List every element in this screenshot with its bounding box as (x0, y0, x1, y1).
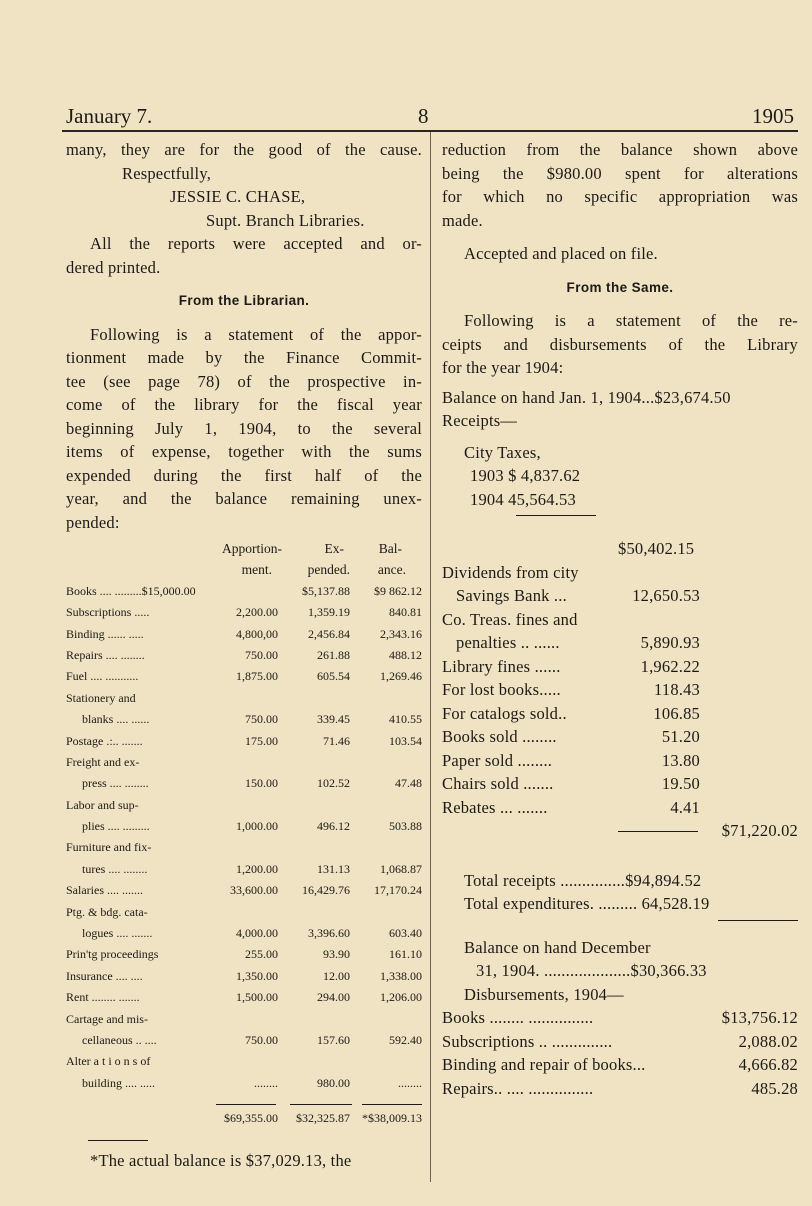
paragraph-line: beginning July 1, 1904, to the several (66, 418, 422, 438)
receipt-item-label: Chairs sold ....... (442, 774, 554, 793)
table-cell-c1: 1,350.00 (236, 968, 278, 983)
table-cell-c2: 339.45 (317, 712, 350, 727)
receipt-item (442, 725, 798, 749)
table-cell-c3: $9 862.12 (374, 583, 422, 598)
table-row-label: Fuel .... ........... (66, 669, 139, 684)
table-header-cell: Apportion- (222, 541, 282, 556)
receipt-item (442, 749, 798, 773)
table-cell-c3: 161.10 (389, 947, 422, 962)
table-row-label: cellaneous .. .... (82, 1032, 157, 1047)
receipt-item-amount: 12,650.53 (632, 586, 700, 605)
receipt-item-amount: 5,890.93 (640, 633, 700, 652)
disbursement-item (442, 1030, 798, 1054)
receipt-item-amount: 4.41 (670, 797, 700, 817)
receipt-item (442, 702, 798, 726)
receipt-item-label: Savings Bank ... (456, 586, 567, 605)
paragraph-line: year, and the balance remaining unex- (66, 489, 422, 508)
table-cell-c1: 2,200.00 (236, 605, 278, 620)
balance-december-line: 31, 1904. ....................$30,366.33 (476, 961, 707, 980)
table-cell-c2: 1,359.19 (308, 605, 350, 620)
right-intro-line: for which no specific appropriation was (442, 187, 798, 206)
table-cell-c3: 1,269.46 (380, 669, 422, 684)
section-heading-librarian: From the Librarian. (178, 293, 310, 308)
table-cell-c3: 47.48 (395, 776, 422, 791)
paragraph-line: Following is a statement of the appor- (90, 324, 422, 344)
disbursement-item-amount: 485.28 (751, 1078, 798, 1098)
table-row-label: Furniture and fix- (66, 840, 152, 855)
table-row-label: Insurance .... .... (66, 968, 143, 983)
tax-1903: 1903 $ 4,837.62 (470, 466, 581, 485)
table-cell-c2: 294.00 (317, 990, 350, 1005)
table-cell-c3: ........ (398, 1075, 422, 1090)
opening-balance: Balance on hand Jan. 1, 1904...$23,674.50 (442, 387, 731, 407)
receipt-item-amount: 51.20 (661, 727, 700, 746)
signature-title: Supt. Branch Libraries. (206, 210, 365, 230)
receipts-total: $71,220.02 (721, 821, 798, 840)
receipt-item-amount: 106.85 (653, 703, 700, 723)
total-expended: $32,325.87 (296, 1111, 350, 1126)
receipt-item (442, 655, 798, 679)
receipt-item-amount: 118.43 (654, 680, 700, 699)
disbursement-items (442, 1006, 798, 1100)
tax-1904: 1904 45,564.53 (470, 489, 576, 509)
disbursement-item-amount: 2,088.02 (738, 1031, 798, 1051)
paragraph-line: ceipts and disbursements of the Library (442, 334, 798, 354)
receipt-item-label: penalties .. ...... (456, 633, 560, 652)
table-row-label: Cartage and mis- (66, 1011, 148, 1026)
paragraph-line: tionment made by the Finance Commit- (66, 348, 422, 367)
table-cell-c1: 150.00 (245, 776, 278, 791)
table-row-label: Books .... .........$15,000.00 (66, 583, 196, 598)
paragraph-line: Following is a statement of the re- (464, 311, 798, 330)
table-totals-row (66, 1108, 422, 1129)
total-balance: *$38,009.13 (362, 1111, 422, 1126)
table-cell-c1: 1,875.00 (236, 669, 278, 684)
left-intro-line: dered printed. (66, 257, 161, 277)
right-intro-line: reduction from the balance shown above (442, 140, 798, 159)
balance-december-line: Balance on hand December (464, 937, 651, 957)
paragraph-line: come of the library for the fiscal year (66, 395, 422, 414)
table-row (66, 902, 422, 923)
table-cell-c3: 603.40 (389, 926, 422, 941)
table-row (66, 624, 422, 645)
table-cell-c1: 750.00 (245, 647, 278, 662)
table-row-label: Rent ........ ....... (66, 990, 140, 1005)
table-cell-c2: 16,429.76 (302, 883, 350, 898)
right-column (442, 138, 798, 1100)
table-row (66, 1073, 422, 1094)
table-row (66, 880, 422, 901)
receipt-item-amount: 19.50 (661, 774, 700, 793)
left-intro-line: many, they are for the good of the cause. (66, 140, 422, 159)
disbursement-item (442, 1006, 798, 1030)
table-header-cell: Ex- (324, 541, 344, 556)
table-cell-c1: 175.00 (245, 733, 278, 748)
table-cell-c2: 605.54 (317, 669, 350, 684)
receipt-item (442, 608, 798, 632)
table-row (66, 1051, 422, 1072)
disbursement-item-label: Repairs.. .... ............... (442, 1078, 594, 1098)
table-cell-c1: 1,000.00 (236, 819, 278, 834)
table-row (66, 731, 422, 752)
table-row-label: Freight and ex- (66, 754, 140, 769)
disbursement-item-label: Subscriptions .. .............. (442, 1031, 613, 1051)
table-row (66, 795, 422, 816)
right-intro-line: being the $980.00 spent for alterations (442, 163, 798, 183)
dividends-label: Dividends from city (442, 562, 579, 582)
table-cell-c2: 93.90 (323, 947, 350, 962)
table-row (66, 645, 422, 666)
receipt-item-label: Rebates ... ....... (442, 797, 548, 817)
table-row (66, 1030, 422, 1051)
receipt-item (442, 678, 798, 702)
table-cell-c2: 102.52 (317, 776, 350, 791)
table-cell-c2: 3,396.60 (308, 926, 350, 941)
table-cell-c1: ........ (254, 1075, 278, 1090)
city-taxes-label: City Taxes, (464, 442, 541, 462)
right-intro-line: made. (442, 210, 483, 230)
table-row (66, 816, 422, 837)
table-row (66, 837, 422, 858)
table-row-label: press .... ........ (82, 776, 149, 791)
left-intro-line: All the reports were accepted and or- (90, 234, 422, 253)
table-cell-c1: 255.00 (245, 947, 278, 962)
table-row (66, 923, 422, 944)
paragraph-line: items of expense, together with the sums (66, 442, 422, 461)
receipt-item-label: Co. Treas. fines and (442, 609, 578, 629)
table-row (66, 966, 422, 987)
table-cell-c2: 71.46 (323, 733, 350, 748)
table-header-cell: ment. (241, 562, 272, 578)
table-cell-c3: 1,338.00 (380, 968, 422, 983)
receipt-item-label: Library fines ...... (442, 656, 561, 676)
paragraph-line: expended during the first half of the (66, 465, 422, 485)
table-cell-c3: 503.88 (389, 819, 422, 834)
table-row-label: Alter a t i o n s of (66, 1054, 151, 1069)
table-header-row (66, 559, 422, 580)
section-heading-same: From the Same. (566, 279, 674, 295)
table-cell-c2: 496.12 (317, 819, 350, 834)
disbursements-label: Disbursements, 1904— (464, 984, 624, 1004)
table-cell-c3: 410.55 (389, 712, 422, 727)
table-cell-c1: 4,800,00 (236, 626, 278, 641)
table-cell-c3: 592.40 (389, 1032, 422, 1047)
left-intro-line: Respectfully, (122, 163, 212, 183)
table-row (66, 752, 422, 773)
receipt-item (442, 631, 798, 655)
table-row-label: Labor and sup- (66, 797, 139, 812)
receipt-item-label: Books sold ........ (442, 727, 557, 746)
table-row-label: blanks .... ...... (82, 712, 150, 727)
table-cell-c3: 2,343.16 (380, 626, 422, 641)
disbursement-item-label: Binding and repair of books... (442, 1055, 646, 1074)
paragraph-line: for the year 1904: (442, 358, 564, 377)
table-row-label: Stationery and (66, 690, 136, 705)
table-row-label: Ptg. & bdg. cata- (66, 904, 148, 919)
table-header-cell: Bal- (378, 541, 402, 556)
table-cell-c3: 17,170.24 (374, 883, 422, 898)
receipt-item-amount: 1,962.22 (640, 656, 700, 676)
table-cell-c1: 4,000.00 (236, 926, 278, 941)
page-number: 8 (418, 104, 429, 128)
table-cell-c3: 1,206.00 (380, 990, 422, 1005)
apportionment-table (66, 538, 422, 1130)
disbursement-item (442, 1077, 798, 1101)
table-row-label: tures .... ........ (82, 861, 148, 876)
header-year: 1905 (752, 104, 794, 128)
total-receipts: Total receipts ...............$94,894.52 (464, 870, 702, 890)
paragraph-line: pended: (66, 512, 120, 532)
receipt-item-label: For catalogs sold.. (442, 703, 567, 723)
footnote: *The actual balance is $37,029.13, the (90, 1150, 352, 1170)
table-row (66, 688, 422, 709)
table-row-label: Postage .:.. ....... (66, 733, 143, 748)
paragraph-line: tee (see page 78) of the prospective in- (66, 371, 422, 391)
table-row (66, 666, 422, 687)
receipt-items (442, 584, 798, 819)
accepted-note: Accepted and placed on file. (464, 244, 658, 263)
total-apportionment: $69,355.00 (224, 1111, 278, 1126)
receipt-item (442, 584, 798, 608)
total-expenditures: Total expenditures. ......... 64,528.19 (464, 894, 710, 913)
table-cell-c3: 103.54 (389, 733, 422, 748)
left-column (66, 138, 422, 1172)
table-row-label: building .... ..... (82, 1075, 156, 1090)
table-row-label: Subscriptions ..... (66, 605, 150, 620)
table-cell-c2: 157.60 (317, 1032, 350, 1047)
table-row-label: plies .... ......... (82, 819, 150, 834)
table-row (66, 602, 422, 623)
table-row-label: logues .... ....... (82, 926, 153, 941)
disbursement-item (442, 1053, 798, 1077)
taxes-subtotal: $50,402.15 (618, 539, 695, 558)
table-cell-c1: 33,600.00 (230, 883, 278, 898)
table-row-label: Repairs .... ........ (66, 647, 145, 662)
table-row (66, 581, 422, 602)
receipt-item-label: Paper sold ........ (442, 750, 553, 770)
table-row (66, 1009, 422, 1030)
disbursement-item-amount: $13,756.12 (721, 1008, 798, 1027)
column-divider (430, 132, 431, 1182)
table-cell-c1: 1,500.00 (236, 990, 278, 1005)
header-date: January 7. (66, 104, 153, 128)
table-cell-c2: 131.13 (317, 861, 350, 876)
table-row (66, 773, 422, 794)
receipt-item (442, 772, 798, 796)
table-cell-c1: 750.00 (245, 712, 278, 727)
table-cell-c3: 1,068.87 (380, 861, 422, 876)
table-cell-c2: $5,137.88 (302, 583, 350, 598)
receipt-item (442, 796, 798, 820)
table-row (66, 987, 422, 1008)
table-cell-c2: 2,456.84 (308, 626, 350, 641)
table-row-label: Salaries .... ....... (66, 883, 143, 898)
table-row (66, 709, 422, 730)
receipts-label: Receipts— (442, 411, 518, 430)
table-header-row (66, 538, 422, 559)
disbursement-item-label: Books ........ ............... (442, 1008, 594, 1027)
table-body (66, 581, 422, 1094)
signature-name: JESSIE C. CHASE, (170, 187, 306, 206)
receipt-item-amount: 13.80 (661, 750, 700, 770)
table-cell-c2: 980.00 (317, 1075, 350, 1090)
table-header-cell: pended. (307, 562, 350, 578)
table-cell-c3: 840.81 (389, 605, 422, 620)
table-cell-c2: 261.88 (317, 647, 350, 662)
table-cell-c1: 750.00 (245, 1032, 278, 1047)
receipts-total-row (442, 819, 798, 843)
disbursement-item-amount: 4,666.82 (738, 1055, 798, 1074)
table-cell-c1: 1,200.00 (236, 861, 278, 876)
table-row-label: Binding ...... ..... (66, 626, 144, 641)
table-row-label: Prin'tg proceedings (66, 947, 159, 962)
table-row (66, 944, 422, 965)
table-row (66, 859, 422, 880)
table-header-cell: ance. (377, 562, 406, 578)
receipt-item-label: For lost books..... (442, 680, 561, 699)
table-cell-c3: 488.12 (389, 647, 422, 662)
table-cell-c2: 12.00 (323, 968, 350, 983)
